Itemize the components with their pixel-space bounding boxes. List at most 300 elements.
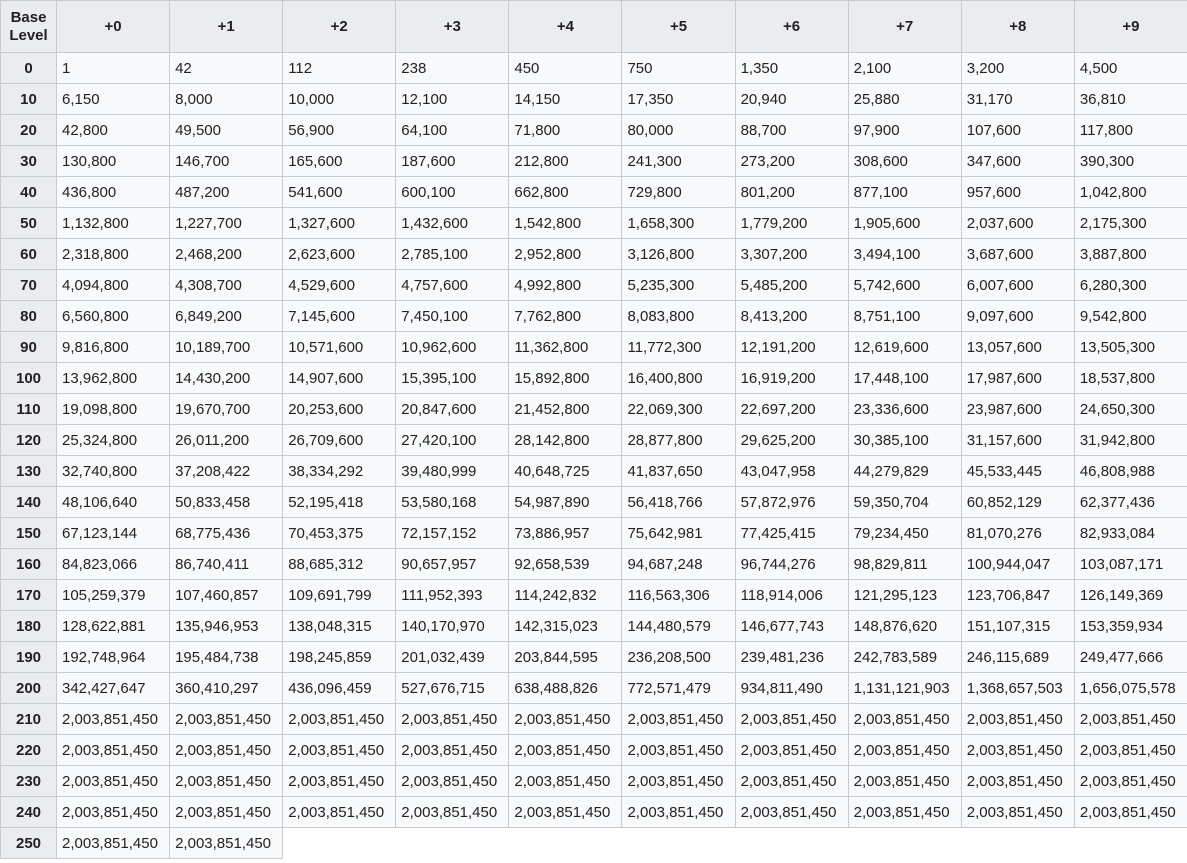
table-row xyxy=(1,766,1187,797)
exp-value-cell: 19,098,800 xyxy=(57,394,170,425)
exp-value-cell: 450 xyxy=(509,53,622,84)
exp-value-cell: 72,157,152 xyxy=(396,518,509,549)
base-level-cell: 100 xyxy=(1,363,57,394)
base-level-cell: 220 xyxy=(1,735,57,766)
exp-value-cell: 1,042,800 xyxy=(1074,177,1187,208)
base-level-cell: 30 xyxy=(1,146,57,177)
exp-value-cell: 2,003,851,450 xyxy=(170,828,283,859)
table-row xyxy=(1,53,1187,84)
exp-value-cell: 8,413,200 xyxy=(735,301,848,332)
table-row xyxy=(1,84,1187,115)
exp-value-cell: 75,642,981 xyxy=(622,518,735,549)
table-row xyxy=(1,208,1187,239)
exp-value-cell: 5,485,200 xyxy=(735,270,848,301)
exp-value-cell: 246,115,689 xyxy=(961,642,1074,673)
exp-value-cell: 2,003,851,450 xyxy=(283,766,396,797)
exp-value-cell: 126,149,369 xyxy=(1074,580,1187,611)
exp-value-cell: 25,324,800 xyxy=(57,425,170,456)
exp-value-cell: 144,480,579 xyxy=(622,611,735,642)
base-level-cell: 240 xyxy=(1,797,57,828)
exp-value-cell: 18,537,800 xyxy=(1074,363,1187,394)
exp-value-cell: 151,107,315 xyxy=(961,611,1074,642)
table-row xyxy=(1,394,1187,425)
exp-value-cell: 12,100 xyxy=(396,84,509,115)
exp-value-cell: 2,003,851,450 xyxy=(509,766,622,797)
header-offset: +8 xyxy=(961,1,1074,53)
exp-value-cell: 77,425,415 xyxy=(735,518,848,549)
exp-value-cell: 2,003,851,450 xyxy=(57,766,170,797)
exp-value-cell: 2,003,851,450 xyxy=(735,797,848,828)
header-base-level-line2: Level xyxy=(9,26,48,44)
header-offset: +5 xyxy=(622,1,735,53)
header-offset: +4 xyxy=(509,1,622,53)
empty-cell xyxy=(283,828,396,859)
base-level-cell: 90 xyxy=(1,332,57,363)
header-offset: +2 xyxy=(283,1,396,53)
exp-value-cell: 135,946,953 xyxy=(170,611,283,642)
exp-value-cell: 187,600 xyxy=(396,146,509,177)
exp-value-cell: 2,003,851,450 xyxy=(735,766,848,797)
base-level-cell: 170 xyxy=(1,580,57,611)
exp-value-cell: 750 xyxy=(622,53,735,84)
base-level-cell: 130 xyxy=(1,456,57,487)
exp-value-cell: 165,600 xyxy=(283,146,396,177)
base-level-cell: 50 xyxy=(1,208,57,239)
table-row xyxy=(1,797,1187,828)
exp-value-cell: 242,783,589 xyxy=(848,642,961,673)
base-level-cell: 180 xyxy=(1,611,57,642)
exp-value-cell: 2,003,851,450 xyxy=(396,766,509,797)
exp-value-cell: 26,011,200 xyxy=(170,425,283,456)
exp-value-cell: 2,003,851,450 xyxy=(396,735,509,766)
exp-value-cell: 212,800 xyxy=(509,146,622,177)
exp-value-cell: 27,420,100 xyxy=(396,425,509,456)
exp-value-cell: 241,300 xyxy=(622,146,735,177)
exp-value-cell: 1,350 xyxy=(735,53,848,84)
exp-value-cell: 772,571,479 xyxy=(622,673,735,704)
exp-value-cell: 21,452,800 xyxy=(509,394,622,425)
exp-value-cell: 26,709,600 xyxy=(283,425,396,456)
exp-value-cell: 103,087,171 xyxy=(1074,549,1187,580)
exp-value-cell: 71,800 xyxy=(509,115,622,146)
exp-value-cell: 3,687,600 xyxy=(961,239,1074,270)
empty-cell xyxy=(848,828,961,859)
exp-value-cell: 42 xyxy=(170,53,283,84)
exp-value-cell: 14,430,200 xyxy=(170,363,283,394)
exp-value-cell: 1,542,800 xyxy=(509,208,622,239)
exp-value-cell: 4,992,800 xyxy=(509,270,622,301)
table-row xyxy=(1,580,1187,611)
exp-value-cell: 342,427,647 xyxy=(57,673,170,704)
exp-value-cell: 22,697,200 xyxy=(735,394,848,425)
exp-value-cell: 96,744,276 xyxy=(735,549,848,580)
exp-value-cell: 2,003,851,450 xyxy=(961,766,1074,797)
exp-value-cell: 138,048,315 xyxy=(283,611,396,642)
table-row xyxy=(1,456,1187,487)
exp-value-cell: 1,656,075,578 xyxy=(1074,673,1187,704)
exp-value-cell: 56,418,766 xyxy=(622,487,735,518)
exp-value-cell: 67,123,144 xyxy=(57,518,170,549)
exp-value-cell: 6,280,300 xyxy=(1074,270,1187,301)
exp-value-cell: 70,453,375 xyxy=(283,518,396,549)
exp-value-cell: 105,259,379 xyxy=(57,580,170,611)
exp-value-cell: 82,933,084 xyxy=(1074,518,1187,549)
exp-value-cell: 40,648,725 xyxy=(509,456,622,487)
table-row xyxy=(1,177,1187,208)
exp-value-cell: 36,810 xyxy=(1074,84,1187,115)
exp-value-cell: 88,700 xyxy=(735,115,848,146)
empty-cell xyxy=(961,828,1074,859)
exp-value-cell: 43,047,958 xyxy=(735,456,848,487)
exp-value-cell: 2,003,851,450 xyxy=(170,735,283,766)
exp-value-cell: 53,580,168 xyxy=(396,487,509,518)
exp-value-cell: 100,944,047 xyxy=(961,549,1074,580)
exp-value-cell: 877,100 xyxy=(848,177,961,208)
exp-value-cell: 1,131,121,903 xyxy=(848,673,961,704)
exp-value-cell: 6,560,800 xyxy=(57,301,170,332)
exp-value-cell: 17,350 xyxy=(622,84,735,115)
exp-value-cell: 2,003,851,450 xyxy=(622,735,735,766)
exp-value-cell: 48,106,640 xyxy=(57,487,170,518)
exp-value-cell: 153,359,934 xyxy=(1074,611,1187,642)
exp-value-cell: 14,907,600 xyxy=(283,363,396,394)
table-row xyxy=(1,828,1187,859)
table-row xyxy=(1,487,1187,518)
empty-cell xyxy=(622,828,735,859)
exp-value-cell: 1,132,800 xyxy=(57,208,170,239)
exp-value-cell: 8,751,100 xyxy=(848,301,961,332)
exp-value-cell: 198,245,859 xyxy=(283,642,396,673)
exp-value-cell: 2,623,600 xyxy=(283,239,396,270)
table-row xyxy=(1,425,1187,456)
header-base-level-line1: Base xyxy=(10,8,47,26)
exp-value-cell: 81,070,276 xyxy=(961,518,1074,549)
exp-value-cell: 662,800 xyxy=(509,177,622,208)
exp-value-cell: 80,000 xyxy=(622,115,735,146)
exp-value-cell: 44,279,829 xyxy=(848,456,961,487)
exp-value-cell: 2,003,851,450 xyxy=(170,704,283,735)
exp-value-cell: 3,494,100 xyxy=(848,239,961,270)
exp-value-cell: 2,003,851,450 xyxy=(735,704,848,735)
exp-value-cell: 2,318,800 xyxy=(57,239,170,270)
exp-value-cell: 10,571,600 xyxy=(283,332,396,363)
exp-value-cell: 17,448,100 xyxy=(848,363,961,394)
exp-value-cell: 60,852,129 xyxy=(961,487,1074,518)
exp-value-cell: 308,600 xyxy=(848,146,961,177)
table-header xyxy=(1,1,1187,53)
table-row xyxy=(1,735,1187,766)
exp-value-cell: 1,432,600 xyxy=(396,208,509,239)
exp-value-cell: 23,987,600 xyxy=(961,394,1074,425)
exp-value-cell: 28,142,800 xyxy=(509,425,622,456)
exp-value-cell: 107,460,857 xyxy=(170,580,283,611)
base-level-cell: 10 xyxy=(1,84,57,115)
base-level-cell: 210 xyxy=(1,704,57,735)
base-level-cell: 70 xyxy=(1,270,57,301)
exp-value-cell: 28,877,800 xyxy=(622,425,735,456)
exp-value-cell: 114,242,832 xyxy=(509,580,622,611)
table-row xyxy=(1,518,1187,549)
exp-value-cell: 7,762,800 xyxy=(509,301,622,332)
exp-value-cell: 192,748,964 xyxy=(57,642,170,673)
table-body xyxy=(1,53,1187,859)
exp-value-cell: 2,003,851,450 xyxy=(283,735,396,766)
exp-value-cell: 23,336,600 xyxy=(848,394,961,425)
table-row xyxy=(1,115,1187,146)
exp-value-cell: 17,987,600 xyxy=(961,363,1074,394)
exp-value-cell: 2,003,851,450 xyxy=(283,704,396,735)
exp-value-cell: 6,007,600 xyxy=(961,270,1074,301)
exp-value-cell: 19,670,700 xyxy=(170,394,283,425)
exp-value-cell: 142,315,023 xyxy=(509,611,622,642)
exp-value-cell: 2,003,851,450 xyxy=(961,735,1074,766)
exp-value-cell: 6,150 xyxy=(57,84,170,115)
exp-value-cell: 238 xyxy=(396,53,509,84)
exp-value-cell: 49,500 xyxy=(170,115,283,146)
header-offset: +9 xyxy=(1074,1,1187,53)
exp-value-cell: 10,189,700 xyxy=(170,332,283,363)
exp-value-cell: 92,658,539 xyxy=(509,549,622,580)
exp-value-cell: 2,175,300 xyxy=(1074,208,1187,239)
exp-value-cell: 62,377,436 xyxy=(1074,487,1187,518)
exp-value-cell: 16,919,200 xyxy=(735,363,848,394)
exp-value-cell: 729,800 xyxy=(622,177,735,208)
base-level-cell: 150 xyxy=(1,518,57,549)
exp-value-cell: 31,942,800 xyxy=(1074,425,1187,456)
header-offset: +7 xyxy=(848,1,961,53)
exp-value-cell: 12,619,600 xyxy=(848,332,961,363)
exp-value-cell: 15,892,800 xyxy=(509,363,622,394)
exp-value-cell: 487,200 xyxy=(170,177,283,208)
exp-value-cell: 203,844,595 xyxy=(509,642,622,673)
exp-value-cell: 2,003,851,450 xyxy=(1074,735,1187,766)
exp-value-cell: 13,505,300 xyxy=(1074,332,1187,363)
exp-value-cell: 2,003,851,450 xyxy=(622,704,735,735)
exp-value-cell: 2,003,851,450 xyxy=(848,704,961,735)
exp-value-cell: 20,940 xyxy=(735,84,848,115)
exp-value-cell: 2,003,851,450 xyxy=(170,797,283,828)
exp-value-cell: 57,872,976 xyxy=(735,487,848,518)
base-level-cell: 110 xyxy=(1,394,57,425)
base-level-cell: 120 xyxy=(1,425,57,456)
exp-value-cell: 5,235,300 xyxy=(622,270,735,301)
exp-value-cell: 9,542,800 xyxy=(1074,301,1187,332)
exp-value-cell: 45,533,445 xyxy=(961,456,1074,487)
exp-value-cell: 7,450,100 xyxy=(396,301,509,332)
exp-value-cell: 2,003,851,450 xyxy=(961,797,1074,828)
exp-value-cell: 128,622,881 xyxy=(57,611,170,642)
exp-value-cell: 116,563,306 xyxy=(622,580,735,611)
exp-value-cell: 347,600 xyxy=(961,146,1074,177)
exp-value-cell: 2,003,851,450 xyxy=(961,704,1074,735)
exp-value-cell: 1,779,200 xyxy=(735,208,848,239)
base-level-cell: 140 xyxy=(1,487,57,518)
exp-value-cell: 9,097,600 xyxy=(961,301,1074,332)
base-level-cell: 0 xyxy=(1,53,57,84)
exp-value-cell: 146,700 xyxy=(170,146,283,177)
exp-value-cell: 94,687,248 xyxy=(622,549,735,580)
exp-value-cell: 8,083,800 xyxy=(622,301,735,332)
table-row xyxy=(1,301,1187,332)
exp-value-cell: 2,100 xyxy=(848,53,961,84)
exp-value-cell: 90,657,957 xyxy=(396,549,509,580)
exp-value-cell: 79,234,450 xyxy=(848,518,961,549)
exp-value-cell: 146,677,743 xyxy=(735,611,848,642)
exp-value-cell: 2,003,851,450 xyxy=(1074,797,1187,828)
exp-value-cell: 1,227,700 xyxy=(170,208,283,239)
exp-value-cell: 2,003,851,450 xyxy=(735,735,848,766)
table-row xyxy=(1,363,1187,394)
exp-value-cell: 25,880 xyxy=(848,84,961,115)
exp-value-cell: 2,003,851,450 xyxy=(509,797,622,828)
exp-value-cell: 13,057,600 xyxy=(961,332,1074,363)
exp-value-cell: 1 xyxy=(57,53,170,84)
exp-value-cell: 98,829,811 xyxy=(848,549,961,580)
base-level-cell: 190 xyxy=(1,642,57,673)
base-level-cell: 80 xyxy=(1,301,57,332)
empty-cell xyxy=(735,828,848,859)
exp-value-cell: 20,253,600 xyxy=(283,394,396,425)
exp-value-cell: 249,477,666 xyxy=(1074,642,1187,673)
exp-value-cell: 121,295,123 xyxy=(848,580,961,611)
exp-value-cell: 10,000 xyxy=(283,84,396,115)
base-level-cell: 250 xyxy=(1,828,57,859)
exp-value-cell: 2,003,851,450 xyxy=(509,735,622,766)
exp-value-cell: 86,740,411 xyxy=(170,549,283,580)
exp-value-cell: 3,200 xyxy=(961,53,1074,84)
exp-value-cell: 436,096,459 xyxy=(283,673,396,704)
exp-value-cell: 1,368,657,503 xyxy=(961,673,1074,704)
exp-value-cell: 2,003,851,450 xyxy=(57,797,170,828)
exp-value-cell: 2,003,851,450 xyxy=(57,828,170,859)
exp-value-cell: 1,905,600 xyxy=(848,208,961,239)
base-level-cell: 40 xyxy=(1,177,57,208)
exp-value-cell: 1,658,300 xyxy=(622,208,735,239)
table-row xyxy=(1,270,1187,301)
exp-value-cell: 123,706,847 xyxy=(961,580,1074,611)
base-level-cell: 200 xyxy=(1,673,57,704)
exp-value-cell: 46,808,988 xyxy=(1074,456,1187,487)
exp-value-cell: 11,772,300 xyxy=(622,332,735,363)
exp-value-cell: 140,170,970 xyxy=(396,611,509,642)
exp-value-cell: 201,032,439 xyxy=(396,642,509,673)
exp-value-cell: 5,742,600 xyxy=(848,270,961,301)
exp-value-cell: 2,003,851,450 xyxy=(848,766,961,797)
exp-value-cell: 112 xyxy=(283,53,396,84)
table-row xyxy=(1,239,1187,270)
table-row xyxy=(1,673,1187,704)
base-level-cell: 20 xyxy=(1,115,57,146)
exp-value-cell: 107,600 xyxy=(961,115,1074,146)
exp-value-cell: 97,900 xyxy=(848,115,961,146)
table-row xyxy=(1,332,1187,363)
exp-value-cell: 3,126,800 xyxy=(622,239,735,270)
exp-value-cell: 39,480,999 xyxy=(396,456,509,487)
exp-value-cell: 31,170 xyxy=(961,84,1074,115)
exp-value-cell: 2,003,851,450 xyxy=(396,797,509,828)
exp-value-cell: 52,195,418 xyxy=(283,487,396,518)
exp-value-cell: 41,837,650 xyxy=(622,456,735,487)
exp-value-cell: 4,529,600 xyxy=(283,270,396,301)
exp-value-cell: 436,800 xyxy=(57,177,170,208)
table-row xyxy=(1,549,1187,580)
exp-value-cell: 148,876,620 xyxy=(848,611,961,642)
exp-value-cell: 934,811,490 xyxy=(735,673,848,704)
exp-value-cell: 37,208,422 xyxy=(170,456,283,487)
exp-value-cell: 109,691,799 xyxy=(283,580,396,611)
exp-value-cell: 30,385,100 xyxy=(848,425,961,456)
exp-value-cell: 4,757,600 xyxy=(396,270,509,301)
exp-value-cell: 68,775,436 xyxy=(170,518,283,549)
exp-value-cell: 600,100 xyxy=(396,177,509,208)
exp-value-cell: 2,037,600 xyxy=(961,208,1074,239)
exp-value-cell: 390,300 xyxy=(1074,146,1187,177)
exp-value-cell: 2,003,851,450 xyxy=(57,704,170,735)
exp-value-cell: 3,887,800 xyxy=(1074,239,1187,270)
exp-value-cell: 38,334,292 xyxy=(283,456,396,487)
exp-value-cell: 13,962,800 xyxy=(57,363,170,394)
exp-value-cell: 2,003,851,450 xyxy=(1074,766,1187,797)
exp-value-cell: 24,650,300 xyxy=(1074,394,1187,425)
exp-value-cell: 16,400,800 xyxy=(622,363,735,394)
exp-value-cell: 130,800 xyxy=(57,146,170,177)
exp-value-cell: 3,307,200 xyxy=(735,239,848,270)
exp-value-cell: 957,600 xyxy=(961,177,1074,208)
empty-cell xyxy=(1074,828,1187,859)
header-row xyxy=(1,1,1187,53)
exp-value-cell: 15,395,100 xyxy=(396,363,509,394)
exp-value-cell: 2,003,851,450 xyxy=(396,704,509,735)
exp-value-cell: 73,886,957 xyxy=(509,518,622,549)
exp-value-cell: 42,800 xyxy=(57,115,170,146)
exp-value-cell: 2,003,851,450 xyxy=(622,766,735,797)
header-base-level xyxy=(1,1,57,53)
exp-value-cell: 11,362,800 xyxy=(509,332,622,363)
exp-value-cell: 4,094,800 xyxy=(57,270,170,301)
exp-value-cell: 84,823,066 xyxy=(57,549,170,580)
exp-value-cell: 117,800 xyxy=(1074,115,1187,146)
exp-value-cell: 9,816,800 xyxy=(57,332,170,363)
base-level-cell: 160 xyxy=(1,549,57,580)
exp-value-cell: 527,676,715 xyxy=(396,673,509,704)
exp-value-cell: 2,003,851,450 xyxy=(170,766,283,797)
exp-value-cell: 8,000 xyxy=(170,84,283,115)
table-row xyxy=(1,146,1187,177)
exp-value-cell: 14,150 xyxy=(509,84,622,115)
exp-value-cell: 2,468,200 xyxy=(170,239,283,270)
exp-value-cell: 29,625,200 xyxy=(735,425,848,456)
table-row xyxy=(1,642,1187,673)
exp-value-cell: 360,410,297 xyxy=(170,673,283,704)
exp-value-cell: 2,003,851,450 xyxy=(283,797,396,828)
exp-value-cell: 20,847,600 xyxy=(396,394,509,425)
empty-cell xyxy=(509,828,622,859)
exp-value-cell: 12,191,200 xyxy=(735,332,848,363)
exp-value-cell: 541,600 xyxy=(283,177,396,208)
exp-value-cell: 236,208,500 xyxy=(622,642,735,673)
exp-value-cell: 239,481,236 xyxy=(735,642,848,673)
exp-value-cell: 638,488,826 xyxy=(509,673,622,704)
exp-value-cell: 2,003,851,450 xyxy=(1074,704,1187,735)
exp-value-cell: 2,785,100 xyxy=(396,239,509,270)
exp-value-cell: 54,987,890 xyxy=(509,487,622,518)
exp-value-cell: 59,350,704 xyxy=(848,487,961,518)
exp-value-cell: 4,500 xyxy=(1074,53,1187,84)
exp-value-cell: 195,484,738 xyxy=(170,642,283,673)
exp-value-cell: 2,003,851,450 xyxy=(622,797,735,828)
exp-value-cell: 801,200 xyxy=(735,177,848,208)
exp-value-cell: 2,952,800 xyxy=(509,239,622,270)
